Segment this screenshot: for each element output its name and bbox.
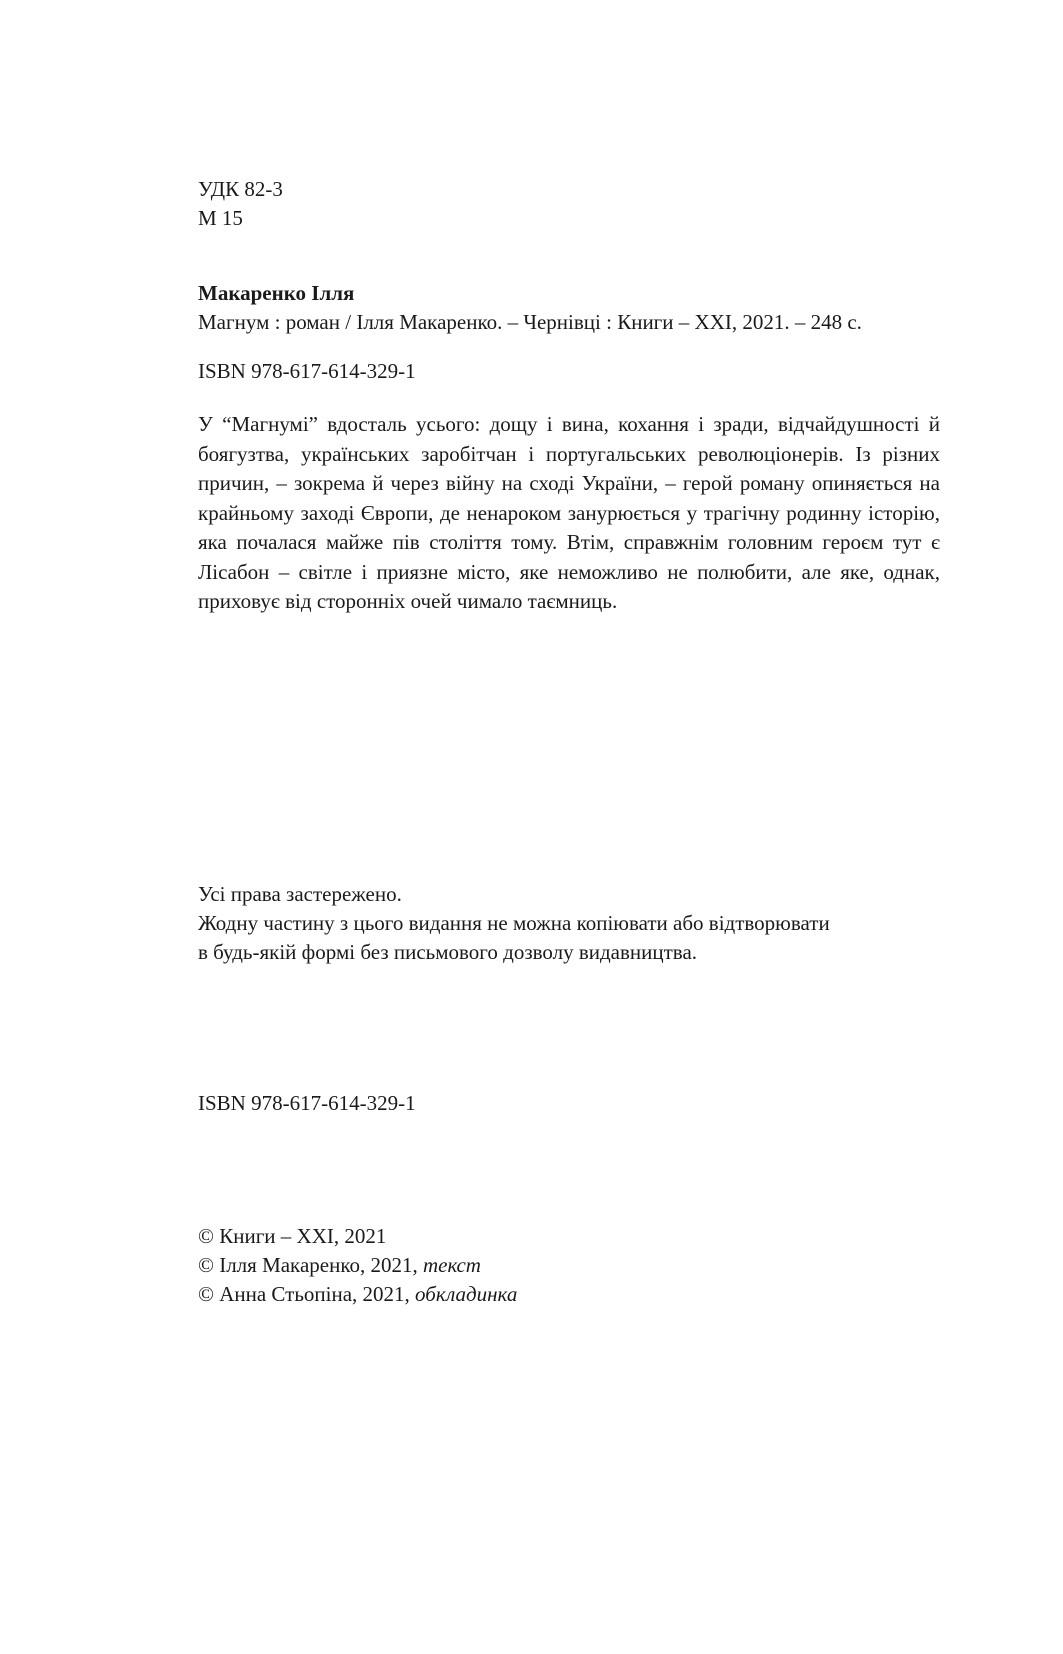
- author-mark: М 15: [198, 206, 243, 230]
- copyright-cover-role: обкладинка: [415, 1282, 518, 1306]
- rights-line-2: Жодну частину з цього видання не можна копіювати або відтворювати: [198, 911, 830, 935]
- isbn-top: ISBN 978-617-614-329-1: [198, 359, 416, 383]
- isbn-top-block: [198, 357, 940, 386]
- bibliographic-record: [198, 279, 940, 337]
- rights-line-3: в будь-якій формі без письмового дозволу видавництва.: [198, 940, 698, 964]
- copyright-author-text: © Ілля Макаренко, 2021,: [198, 1253, 423, 1277]
- udk-code: УДК 82-3: [198, 177, 283, 201]
- copyright-cover: [198, 1280, 940, 1309]
- copyright-author-role: текст: [422, 1253, 481, 1277]
- rights-reserved: Усі права застережено.: [198, 882, 402, 906]
- copyright-author: [198, 1251, 940, 1280]
- author-name: Макаренко Ілля: [198, 281, 355, 305]
- annotation-text: У “Магнумі” вдосталь усього: дощу і вина, кохання і зради, відчайдушності й боягузтва, українських заробітчан і португальських революціонерів. Із різних причин, – зокрема й через війну на сході України, – герой роману опиняється на крайньому заході Європи, де ненароком занурюється у трагічну родинну історію, яка почалася майже пів століття тому. Втім, справжнім головним героєм тут є Лісабон – світле і приязне місто, яке неможливо не полюбити, але яке, однак, приховує від сторонніх очей чимало таємниць.: [198, 412, 940, 613]
- isbn-bottom: ISBN 978-617-614-329-1: [198, 1091, 416, 1115]
- book-description: Магнум : роман / Ілля Макаренко. – Чернівці : Книги – ХХІ, 2021. – 248 с.: [198, 310, 862, 334]
- copyright-block: [198, 1222, 940, 1309]
- copyright-cover-text: © Анна Стьопіна, 2021,: [198, 1282, 416, 1306]
- rights-block: [198, 880, 940, 967]
- isbn-bottom-block: [198, 1089, 940, 1118]
- copyright-publisher: © Книги – ХХІ, 2021: [198, 1224, 387, 1248]
- classification-block: [198, 175, 940, 233]
- annotation-block: [198, 410, 940, 617]
